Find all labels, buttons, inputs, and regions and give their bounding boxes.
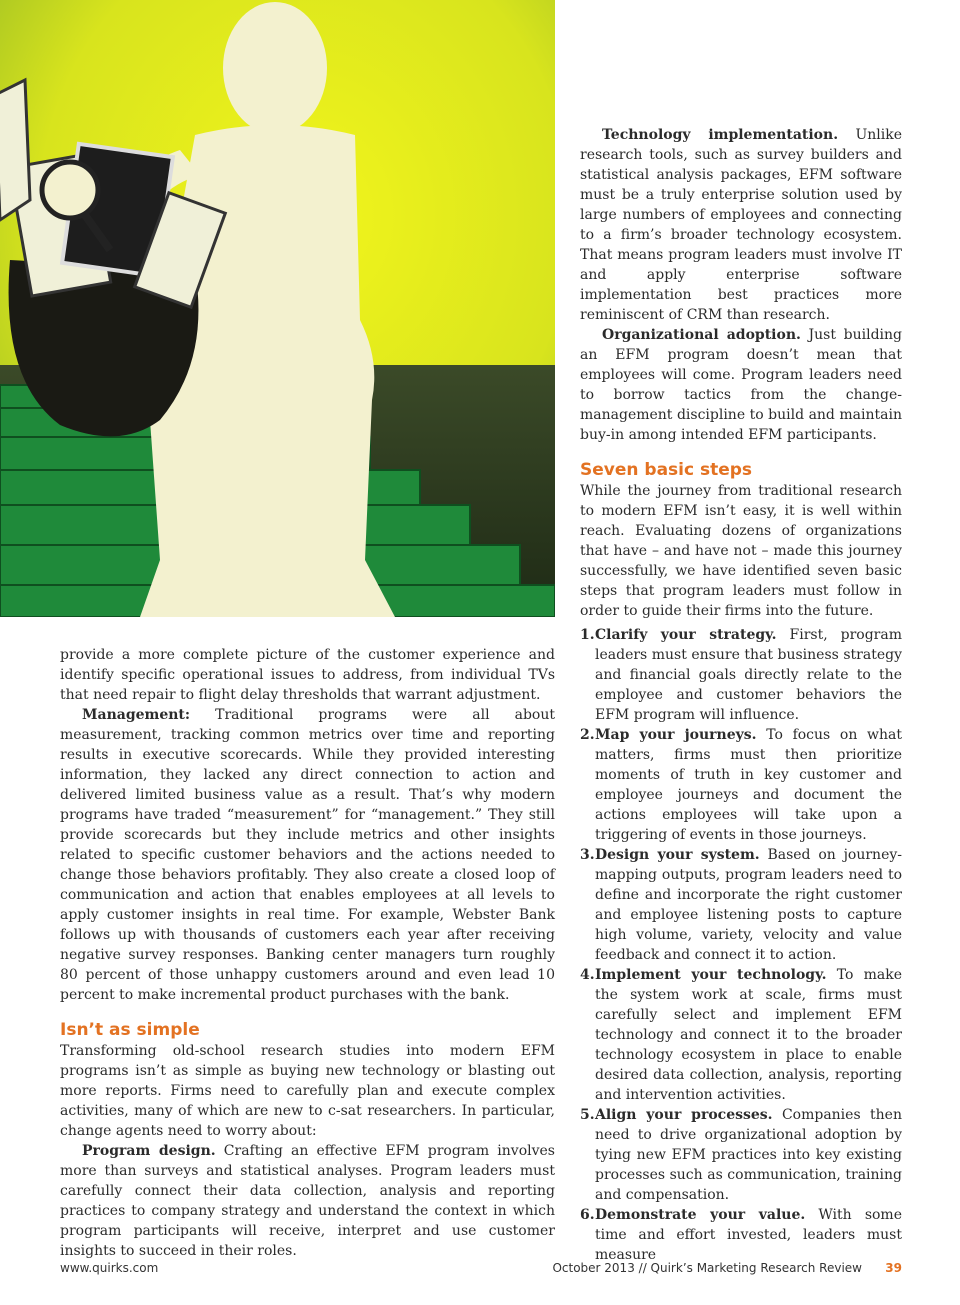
page-footer <box>60 1261 902 1277</box>
paragraph-technology-implementation <box>580 125 902 325</box>
step-text: Companies then need to drive organizational adoption by tying new EFM practices into key existing processes such as communication, training and compensation. <box>595 1107 902 1203</box>
step-text: To focus on what matters, firms must then prioritize moments of truth in key customer and employee journeys and document the actions employees will take upon a triggering of events in those journeys. <box>595 727 902 843</box>
step-item <box>580 965 902 1105</box>
step-item <box>580 725 902 845</box>
step-number: 1. <box>580 627 595 643</box>
step-item <box>580 1105 902 1205</box>
paragraph-program-design <box>60 1141 555 1261</box>
step-number: 5. <box>580 1107 595 1123</box>
paragraph-text: Just building an EFM program doesn’t mean that employees will come. Program leaders need to borrow tactics from the change-management discipline to build and maintain buy-in among intended EFM participants. <box>580 327 902 443</box>
footer-issue: October 2013 // Quirk’s Marketing Research Review <box>552 1261 862 1275</box>
step-number: 3. <box>580 847 595 863</box>
step-title: Map your journeys. <box>595 727 757 743</box>
step-text: To make the system work at scale, firms must carefully select and implement EFM technology and connect it to the broader technology ecosystem in place to enable desired data collection, analysis, reporting and intervention activities. <box>595 967 902 1103</box>
footer-website: www.quirks.com <box>60 1261 159 1275</box>
paragraph-management <box>60 705 555 1005</box>
lead-in: Management: <box>82 707 191 723</box>
heading-seven-basic-steps: Seven basic steps <box>580 460 753 480</box>
left-column <box>60 645 555 1261</box>
illustration <box>0 0 555 617</box>
steps-list <box>580 625 902 1265</box>
step-number: 4. <box>580 967 595 983</box>
paragraph-continued: provide a more complete picture of the customer experience and identify specific operational issues to address, from individual TVs that need repair to flight delay thresholds that warrant adjustment. <box>60 647 555 703</box>
paragraph-text: Unlike research tools, such as survey builders and statistical analysis packages, EFM software must be a truly enterprise solution used by large numbers of employees and connecting to a firm’s broader technology ecosystem. That means program leaders must involve IT and apply enterprise software implementation best practices more reminiscent of CRM than research. <box>580 127 902 323</box>
lead-in: Program design. <box>82 1143 216 1159</box>
lead-in: Technology implementation. <box>602 127 839 143</box>
step-number: 2. <box>580 727 595 743</box>
lead-in: Organizational adoption. <box>602 327 801 343</box>
step-title: Demonstrate your value. <box>595 1207 806 1223</box>
step-item <box>580 1205 902 1265</box>
right-column <box>580 125 902 621</box>
paragraph-organizational-adoption <box>580 325 902 445</box>
step-text: With some time and effort invested, leaders must measure <box>595 1207 902 1263</box>
step-title: Design your system. <box>595 847 760 863</box>
step-number: 6. <box>580 1207 595 1223</box>
heading-isnt-as-simple: Isn’t as simple <box>60 1020 200 1040</box>
step-item <box>580 845 902 965</box>
page-number: 39 <box>885 1261 902 1275</box>
step-title: Align your processes. <box>595 1107 773 1123</box>
step-item <box>580 625 902 725</box>
steps-column <box>580 625 902 1265</box>
paragraph-steps-intro: While the journey from traditional research to modern EFM isn’t easy, it is well within reach. Evaluating dozens of organizations that have – and have not – made this journey successfully, we have identified seven basic steps that program leaders must follow in order to guide their firms into the future. <box>580 483 902 619</box>
step-text: First, program leaders must ensure that business strategy and financial goals directly relate to the employee and customer behaviors the EFM program will influence. <box>595 627 902 723</box>
step-title: Implement your technology. <box>595 967 827 983</box>
step-text: Based on journey-mapping outputs, program leaders need to define and incorporate the right customer and employee listening posts to capture high volume, variety, velocity and value feedback and connect it to action. <box>595 847 902 963</box>
paragraph-text: Traditional programs were all about measurement, tracking common metrics over time and reporting results in executive scorecards. While they provided interesting information, they lacked any direct connection to action and delivered limited business value as a result. That’s why modern programs have traded “measurement” for “management.” They still provide scorecards but they include metrics and other insights related to specific customer behaviors and the actions needed to change those behaviors profitably. They also create a closed loop of communication and action that enables employees at all levels to apply customer insights in real time. For example, Webster Bank follows up with thousands of customers each year after receiving negative survey responses. Banking center managers turn roughly 80 percent of those unhappy customers around and even lead 10 percent to make incremental product purchases with the bank. <box>60 707 555 1003</box>
paragraph-text: Crafting an effective EFM program involves more than surveys and statistical analyses. Program leaders must carefully connect their data collection, analysis and reporting practices to company strategy and understand the context in which program participants will receive, interpret and use customer insights to succeed in their roles. <box>60 1143 555 1259</box>
step-title: Clarify your strategy. <box>595 627 777 643</box>
paragraph-transforming: Transforming old-school research studies into modern EFM programs isn’t as simple as buying new technology or blasting out more reports. Firms need to carefully plan and execute complex activities, many of which are new to c-sat researchers. In particular, change agents need to worry about: <box>60 1043 555 1139</box>
